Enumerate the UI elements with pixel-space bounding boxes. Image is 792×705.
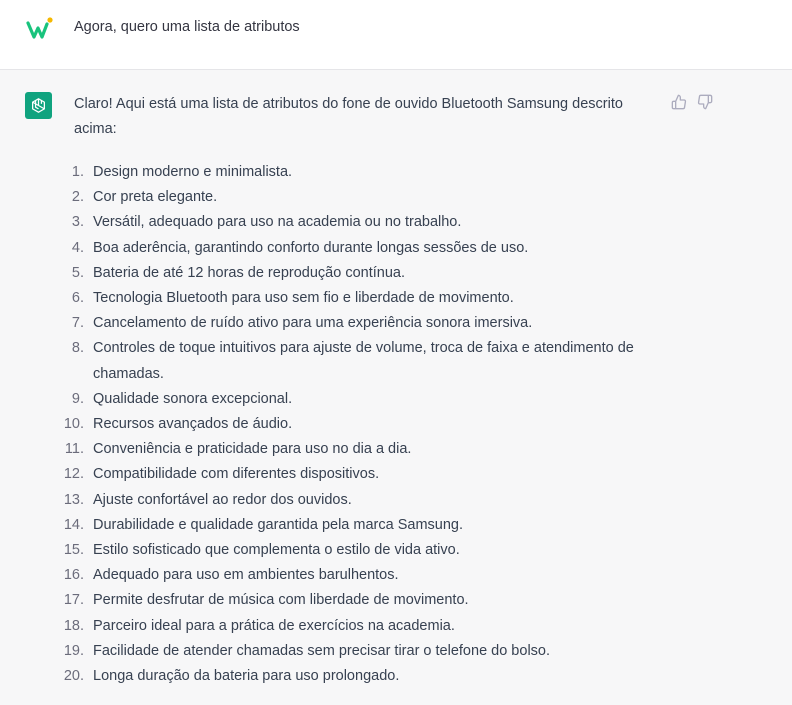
list-item-text: Compatibilidade com diferentes dispositivos.: [93, 466, 380, 483]
assistant-message-row: [0, 70, 792, 705]
assistant-message-content: [63, 92, 644, 689]
list-item-number: 4.: [71, 239, 84, 256]
list-item: [64, 437, 644, 462]
list-item-number: 5.: [71, 264, 84, 281]
thumbs-up-icon[interactable]: [671, 94, 687, 110]
list-item: [63, 488, 644, 513]
list-item-number: 11.: [64, 441, 84, 458]
list-item: [63, 412, 644, 437]
list-item-number: 17.: [63, 592, 84, 609]
list-item-text: Estilo sofisticado que complementa o estilo de vida ativo.: [93, 542, 460, 559]
list-item: [71, 210, 644, 235]
user-message-row: [0, 0, 792, 70]
list-item-text: Cancelamento de ruído ativo para uma experiência sonora imersiva.: [93, 315, 533, 332]
list-item-text: Parceiro ideal para a prática de exercícios na academia.: [93, 617, 455, 634]
list-item: [71, 311, 644, 336]
list-item: [63, 513, 644, 538]
list-item-text: Durabilidade e qualidade garantida pela marca Samsung.: [93, 516, 463, 533]
list-item-number: 8.: [71, 340, 84, 357]
list-item-number: 16.: [63, 567, 84, 584]
list-item-text: Bateria de até 12 horas de reprodução contínua.: [93, 264, 405, 281]
list-item-text: Qualidade sonora excepcional.: [93, 390, 293, 407]
list-item-text: Cor preta elegante.: [93, 189, 218, 206]
list-item: [71, 387, 644, 412]
openai-logo-icon: [25, 92, 52, 119]
list-item-number: 9.: [71, 390, 84, 407]
list-item-number: 10.: [63, 416, 84, 433]
list-item: [63, 462, 644, 487]
list-item-text: Conveniência e praticidade para uso no dia a dia.: [93, 441, 412, 458]
list-item: [71, 336, 644, 386]
list-item-text: Controles de toque intuitivos para ajuste de volume, troca de faixa e atendimento de chamadas.: [93, 340, 634, 382]
list-item-text: Boa aderência, garantindo conforto durante longas sessões de uso.: [93, 239, 529, 256]
list-item-text: Tecnologia Bluetooth para uso sem fio e liberdade de movimento.: [93, 290, 514, 307]
list-item-text: Versátil, adequado para uso na academia ou no trabalho.: [93, 214, 462, 231]
list-item-number: 18.: [63, 617, 84, 634]
list-item: [63, 563, 644, 588]
list-item-text: Adequado para uso em ambientes barulhentos.: [93, 567, 399, 584]
list-item: [71, 160, 644, 185]
list-item-number: 6.: [71, 290, 84, 307]
list-item-number: 15.: [63, 542, 84, 559]
list-item-text: Design moderno e minimalista.: [93, 164, 293, 180]
list-item-number: 1.: [71, 164, 84, 180]
list-item: [71, 236, 644, 261]
list-item: [71, 185, 644, 210]
assistant-intro-text: Claro! Aqui está uma lista de atributos do fone de ouvido Bluetooth Samsung descrito acima:: [74, 96, 623, 137]
thumbs-down-icon[interactable]: [697, 94, 713, 110]
list-item: [63, 639, 644, 664]
list-item-text: Recursos avançados de áudio.: [93, 416, 293, 433]
list-item-text: Ajuste confortável ao redor dos ouvidos.: [93, 491, 352, 508]
list-item: [63, 614, 644, 639]
list-item-number: 2.: [71, 189, 84, 206]
user-message-text: Agora, quero uma lista de atributos: [74, 19, 300, 35]
list-item-text: Permite desfrutar de música com liberdade de movimento.: [93, 592, 469, 609]
list-item: [63, 664, 644, 689]
feedback-buttons: [671, 94, 713, 110]
attribute-list: [63, 160, 644, 689]
w-logo-icon: [26, 15, 54, 43]
list-item: [71, 286, 644, 311]
list-item-number: 3.: [71, 214, 84, 231]
list-item-number: 20.: [63, 668, 84, 685]
list-item-text: Longa duração da bateria para uso prolongado.: [93, 668, 400, 685]
list-item: [63, 538, 644, 563]
list-item-number: 19.: [63, 642, 84, 659]
list-item-number: 14.: [63, 516, 84, 533]
list-item-number: 13.: [63, 491, 84, 508]
list-item: [71, 261, 644, 286]
list-item-number: 12.: [63, 466, 84, 483]
list-item-text: Facilidade de atender chamadas sem precisar tirar o telefone do bolso.: [93, 642, 551, 659]
list-item-number: 7.: [71, 315, 84, 332]
list-item: [63, 588, 644, 613]
